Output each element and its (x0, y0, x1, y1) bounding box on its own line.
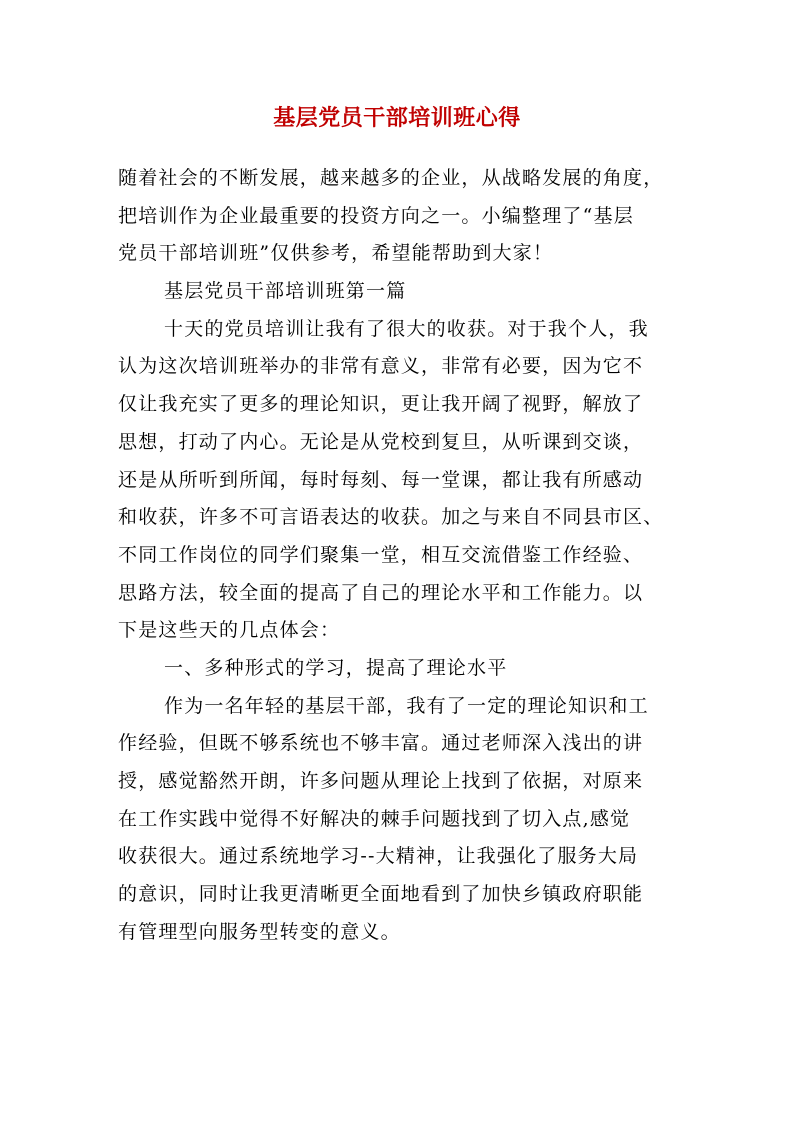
paragraph-line: 党员干部培训班”仅供参考，希望能帮助到大家！ (118, 242, 554, 265)
paragraph-line: 和收获，许多不可言语表达的收获。加之与来自不同县市区、 (118, 506, 664, 529)
paragraph-line: 还是从所听到所闻，每时每刻、每一堂课，都让我有所感动 (118, 468, 644, 491)
document-body (118, 160, 678, 951)
paragraph-line: 思想，打动了内心。无论是从党校到复旦，从听课到交谈， (118, 430, 644, 453)
paragraph-line: 仅让我充实了更多的理论知识，更让我开阔了视野，解放了 (118, 393, 644, 416)
paragraph-line: 作经验，但既不够系统也不够丰富。通过老师深入浅出的讲 (118, 732, 644, 755)
paragraph-line: 的意识，同时让我更清晰更全面地看到了加快乡镇政府职能 (118, 883, 644, 906)
paragraph-line: 授，感觉豁然开朗，许多问题从理论上找到了依据，对原来 (118, 770, 644, 792)
paragraph-line: 收获很大。通过系统地学习--大精神，让我强化了服务大局 (118, 845, 639, 868)
paragraph-line: 一、多种形式的学习，提高了理论水平 (164, 656, 508, 679)
paragraph-line: 认为这次培训班举办的非常有意义，非常有必要，因为它不 (118, 355, 644, 378)
paragraph-line: 有管理型向服务型转变的意义。 (118, 920, 401, 943)
paragraph-line: 作为一名年轻的基层干部，我有了一定的理论知识和工 (164, 694, 649, 717)
document-title: 基层党员干部培训班心得 (273, 105, 521, 131)
paragraph-line: 在工作实践中觉得不好解决的棘手问题找到了切入点,感觉 (118, 807, 631, 830)
paragraph-line: 十天的党员培训让我有了很大的收获。对于我个人，我 (164, 317, 649, 340)
paragraph-line: 把培训作为企业最重要的投资方向之一。小编整理了“基层 (118, 204, 634, 227)
paragraph-line: 不同工作岗位的同学们聚集一堂，相互交流借鉴工作经验、 (118, 543, 644, 566)
paragraph-line: 基层党员干部培训班第一篇 (164, 280, 407, 303)
paragraph-line: 下是这些天的几点体会： (118, 619, 341, 642)
paragraph-line: 思路方法，较全面的提高了自己的理论水平和工作能力。以 (118, 581, 644, 604)
paragraph-line: 随着社会的不断发展，越来越多的企业，从战略发展的角度， (118, 167, 664, 189)
